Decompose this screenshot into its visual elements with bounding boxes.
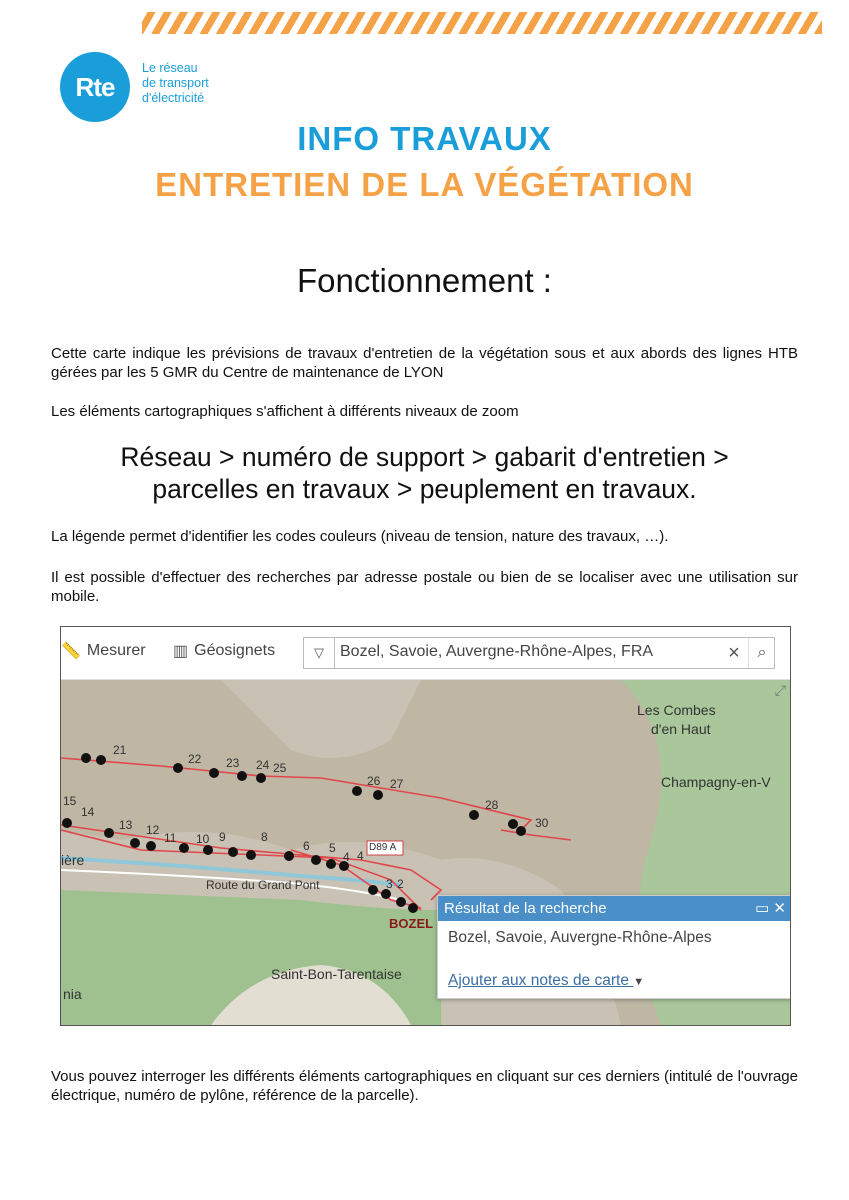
hierarchy-line-1: Réseau > numéro de support > gabarit d'entretien > xyxy=(120,442,729,472)
rte-logo: Rte xyxy=(60,52,130,122)
expand-icon[interactable]: ⤢ xyxy=(774,682,786,698)
paragraph-legend: La légende permet d'identifier les codes couleurs (niveau de tension, nature des travaux, …). xyxy=(51,528,669,545)
rte-logo-text xyxy=(142,61,209,106)
paragraph-query: Vous pouvez interroger les différents éléments cartographiques en cliquant sur ces derniers (intitulé de l'ouvrage électrique, numéro de pylône, référence de la parcelle). xyxy=(51,1068,798,1104)
pylon-label: 21 xyxy=(113,743,127,757)
pylon-label: 13 xyxy=(119,818,133,832)
close-icon[interactable]: ✕ xyxy=(773,900,786,917)
pylon-label: 14 xyxy=(81,805,95,819)
road-label-grand-pont: Route du Grand Pont xyxy=(206,878,320,892)
pylon-label: 28 xyxy=(485,798,499,812)
place-label-nia: nia xyxy=(63,986,82,1002)
search-box xyxy=(303,637,775,669)
pylon-label: 3 xyxy=(386,877,393,891)
bookmarks-icon: ▥ xyxy=(173,643,189,660)
paragraph-zoom: Les éléments cartographiques s'affichent à différents niveaux de zoom xyxy=(51,403,519,420)
map-toolbar xyxy=(61,627,790,680)
pylon-label: 27 xyxy=(390,777,404,791)
place-label-bozel: BOZEL xyxy=(389,916,434,931)
caret-down-icon: ▼ xyxy=(633,976,645,988)
measure-label: Mesurer xyxy=(86,642,146,659)
pylon-label: 12 xyxy=(146,823,160,837)
hierarchy-line-2: parcelles en travaux > peuplement en travaux. xyxy=(152,474,697,504)
header-stripe-band xyxy=(142,12,822,34)
page-subtitle: ENTRETIEN DE LA VÉGÉTATION xyxy=(155,166,694,203)
place-label-combes-1: Les Combes xyxy=(637,702,716,718)
page-title: INFO TRAVAUX xyxy=(297,120,552,157)
search-result-popup xyxy=(437,895,791,999)
bookmarks-label: Géosignets xyxy=(194,642,276,659)
map-view[interactable] xyxy=(61,680,790,1025)
pylon-label: 4 xyxy=(343,850,350,864)
logo-line-3: d'électricité xyxy=(142,91,205,105)
pylon-label: 24 xyxy=(256,758,270,772)
section-title: Fonctionnement : xyxy=(297,262,552,299)
pylon-label: 9 xyxy=(219,830,226,844)
popup-title: Résultat de la recherche xyxy=(444,900,607,917)
place-label-iere: ière xyxy=(61,852,85,868)
pylon-label: 10 xyxy=(196,832,210,846)
popup-result: Bozel, Savoie, Auvergne-Rhône-Alpes xyxy=(448,929,712,946)
bookmarks-tool[interactable] xyxy=(173,641,275,661)
search-input[interactable] xyxy=(340,643,720,661)
pylon-label: 23 xyxy=(226,756,240,770)
pylon-label: 2 xyxy=(397,877,404,891)
add-to-map-notes-label: Ajouter aux notes de carte xyxy=(448,972,629,989)
pylon-label: 22 xyxy=(188,752,202,766)
road-code-label: D89 A xyxy=(369,842,397,853)
pylon-label: 25 xyxy=(273,761,287,775)
ruler-icon: 📏 xyxy=(61,643,81,660)
pylon-label: 30 xyxy=(535,816,549,830)
pylon-label: 11 xyxy=(164,831,177,845)
pylon-label: 8 xyxy=(261,830,268,844)
pylon-label: 5 xyxy=(329,841,336,855)
pylon-label: 15 xyxy=(63,794,77,808)
place-label-champagny: Champagny-en-V xyxy=(661,774,771,790)
place-label-saint-bon: Saint-Bon-Tarentaise xyxy=(271,966,402,982)
logo-line-1: Le réseau xyxy=(142,61,198,75)
maximize-icon[interactable]: ▭ xyxy=(755,900,770,917)
map-screenshot xyxy=(60,626,791,1026)
pylon-label: 26 xyxy=(367,774,381,788)
close-icon[interactable]: × xyxy=(728,642,740,664)
search-source-dropdown[interactable]: ▽ xyxy=(304,638,335,668)
hierarchy-text xyxy=(0,441,849,505)
popup-controls xyxy=(755,896,786,921)
pylon-label: 4 xyxy=(357,849,364,863)
popup-header xyxy=(438,896,790,921)
search-icon[interactable]: ⌕ xyxy=(748,638,775,668)
pylon-label: 6 xyxy=(303,839,310,853)
place-label-combes-2: d'en Haut xyxy=(651,721,711,737)
paragraph-search: Il est possible d'effectuer des recherches par adresse postale ou bien de se localiser avec une utilisation sur mobile. xyxy=(51,569,798,605)
measure-tool[interactable] xyxy=(61,641,146,661)
paragraph-intro: Cette carte indique les prévisions de travaux d'entretien de la végétation sous et aux abords des lignes HTB gérées par les 5 GMR du Centre de maintenance de LYON xyxy=(51,345,798,381)
add-to-map-notes-link[interactable] xyxy=(448,972,644,990)
logo-line-2: de transport xyxy=(142,76,209,90)
